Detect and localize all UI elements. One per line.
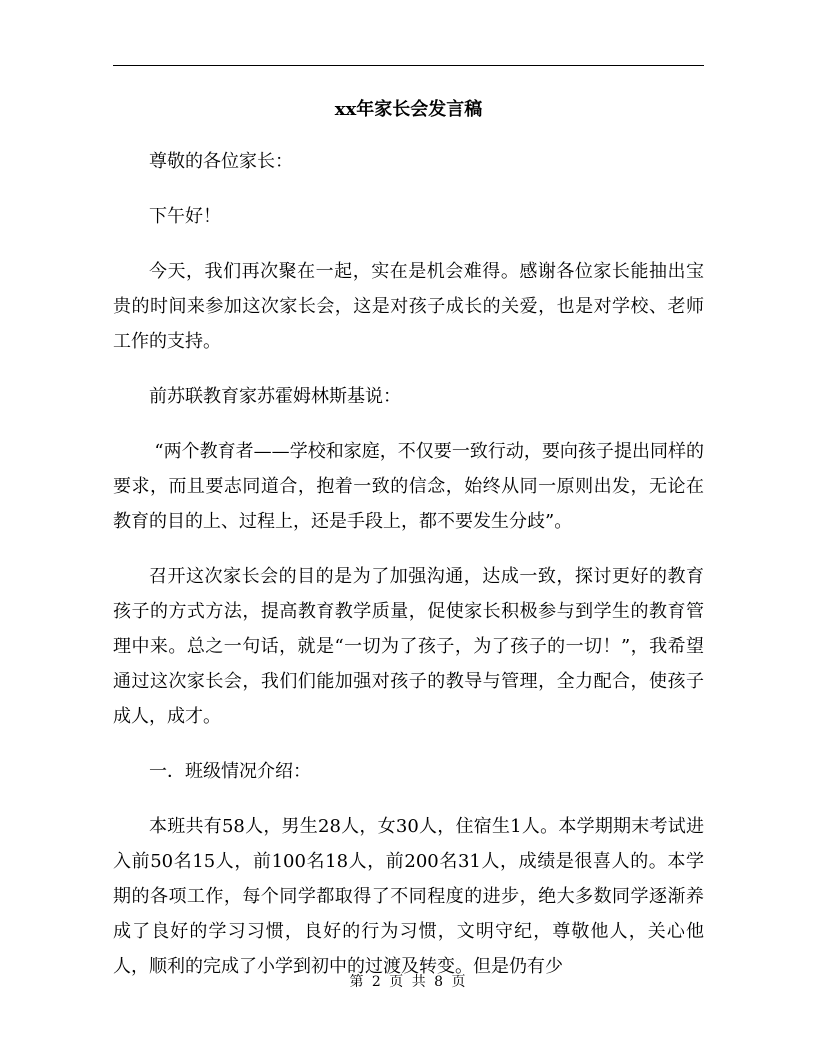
document-body [113,144,704,1004]
salutation: 尊敬的各位家长： [149,151,293,172]
page-footer: 第 2 页 共 8 页 [349,974,468,990]
paragraph-class-overview: 本班共有58人，男生28人，女30人，住宿生1人。本学期期末考试进入前50名15人，前100名18人，前200名31人，成绩是很喜人的。本学期的各项工作，每个同学都取得了不同程度的进步，绝大多数同学逐渐养成了良好的学习习惯，良好的行为习惯，文明守纪，尊敬他人，关心他人，顺利的完成了小学到初中的过渡及转变。但是仍有少 [113,816,704,977]
paragraph-purpose: 召开这次家长会的目的是为了加强沟通，达成一致，探讨更好的教育孩子的方式方法，提高教育教学质量，促使家长积极参与到学生的教育管理中来。总之一句话，就是“一切为了孩子，为了孩子的一切！”，我希望通过这次家长会，我们们能加强对孩子的教导与管理，全力配合，使孩子成人，成才。 [113,566,704,727]
header-rule [113,65,704,66]
paragraph-opening: 今天，我们再次聚在一起，实在是机会难得。感谢各位家长能抽出宝贵的时间来参加这次家长会，这是对孩子成长的关爱，也是对学校、老师工作的支持。 [113,261,704,352]
paragraph-quote: “两个教育者——学校和家庭，不仅要一致行动，要向孩子提出同样的要求，而且要志同道合，抱着一致的信念，始终从同一原则出发，无论在教育的目的上、过程上，还是手段上，都不要发生分歧”。 [113,441,704,532]
document-title: xx年家长会发言稿 [334,99,483,120]
greeting: 下午好！ [149,206,221,227]
section-heading-class-overview: 一．班级情况介绍： [149,761,311,782]
paragraph-quote-intro: 前苏联教育家苏霍姆林斯基说： [149,386,401,407]
